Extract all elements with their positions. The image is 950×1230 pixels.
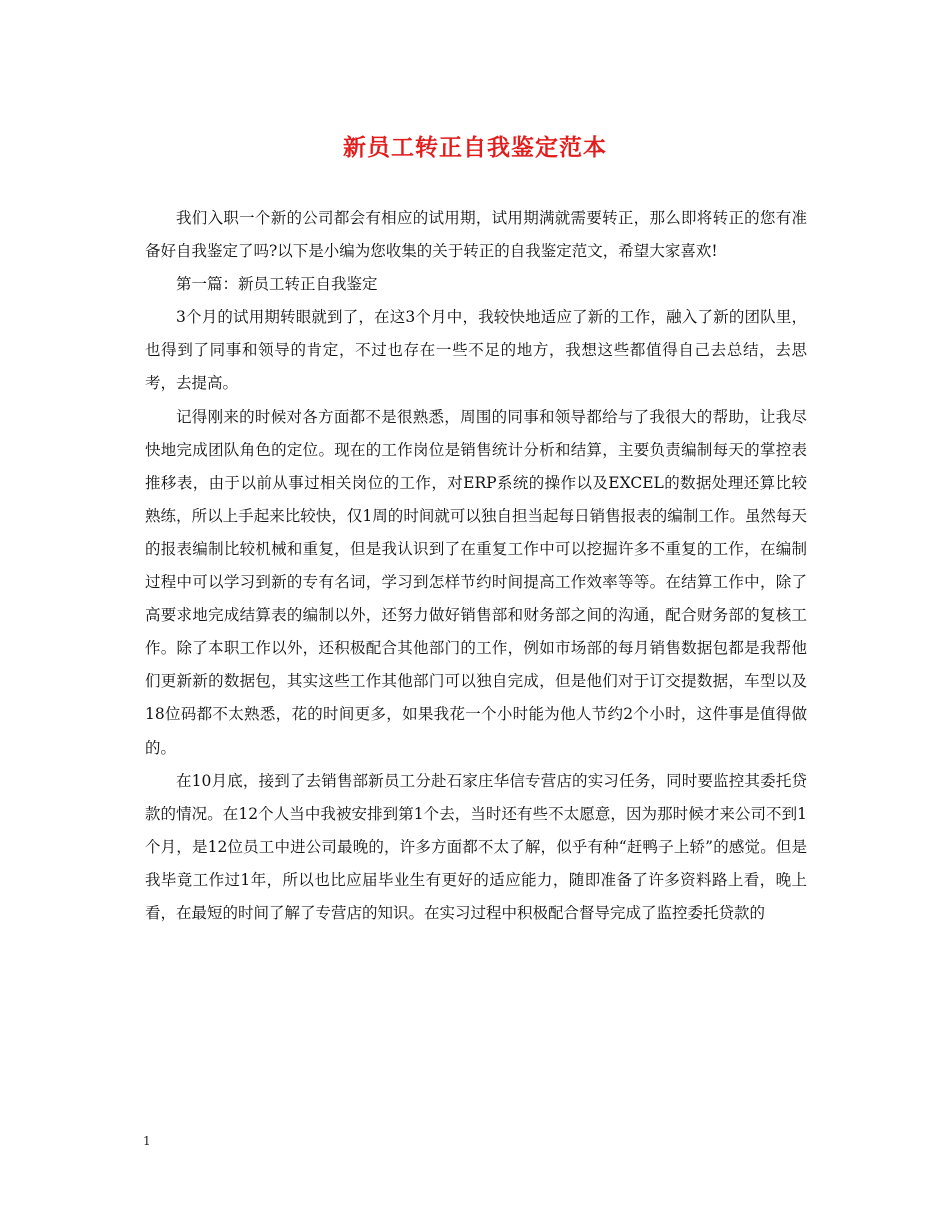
- paragraph-section-heading: 第一篇：新员工转正自我鉴定: [176, 275, 378, 294]
- paragraph-intro: 我们入职一个新的公司都会有相应的试用期，试用期满就需要转正，那么即将转正的您有准备好自我鉴定了吗?以下是小编为您收集的关于转正的自我鉴定范文，希望大家喜欢!: [145, 209, 807, 261]
- paragraph-probation-summary: 3个月的试用期转眼就到了，在这3个月中，我较快地适应了新的工作，融入了新的团队里，也得到了同事和领导的肯定，不过也存在一些不足的地方，我想这些都值得自己去总结，去思考，去提高。: [145, 308, 807, 393]
- paragraph-work-details: 记得刚来的时候对各方面都不是很熟悉，周围的同事和领导都给与了我很大的帮助，让我尽快地完成团队角色的定位。现在的工作岗位是销售统计分析和结算，主要负责编制每天的掌控表推移表，由于以前从事过相关岗位的工作，对ERP系统的操作以及EXCEL的数据处理还算比较熟练，所以上手起来比较快，仅1周的时间就可以独自担当起每日销售报表的编制工作。虽然每天的报表编制比较机械和重复，但是我认识到了在重复工作中可以挖掘许多不重复的工作，在编制过程中可以学习到新的专有名词，学习到怎样节约时间提高工作效率等等。在结算工作中，除了高要求地完成结算表的编制以外，还努力做好销售部和财务部之间的沟通，配合财务部的复核工作。除了本职工作以外，还积极配合其他部门的工作，例如市场部的每月销售数据包都是我帮他们更新新的数据包，其实这些工作其他部门可以独自完成，但是他们对于订交提数据，车型以及18位码都不太熟悉，花的时间更多，如果我花一个小时能为他人节约2个小时，这件事是值得做的。: [145, 407, 807, 757]
- document-title: 新员工转正自我鉴定范本: [343, 134, 607, 161]
- paragraph-internship: 在10月底，接到了去销售部新员工分赴石家庄华信专营店的实习任务，同时要监控其委托贷款的情况。在12个人当中我被安排到第1个去，当时还有些不太愿意，因为那时候才来公司不到1个月，是12位员工中进公司最晚的，许多方面都不太了解，似乎有种“赶鸭子上轿”的感觉。但是我毕竟工作过1年，所以也比应届毕业生有更好的适应能力，随即准备了许多资料路上看，晚上看，在最短的时间了解了专营店的知识。在实习过程中积极配合督导完成了监控委托贷款的: [145, 771, 807, 922]
- document-body: [145, 202, 807, 930]
- page-number: 1: [143, 1134, 151, 1148]
